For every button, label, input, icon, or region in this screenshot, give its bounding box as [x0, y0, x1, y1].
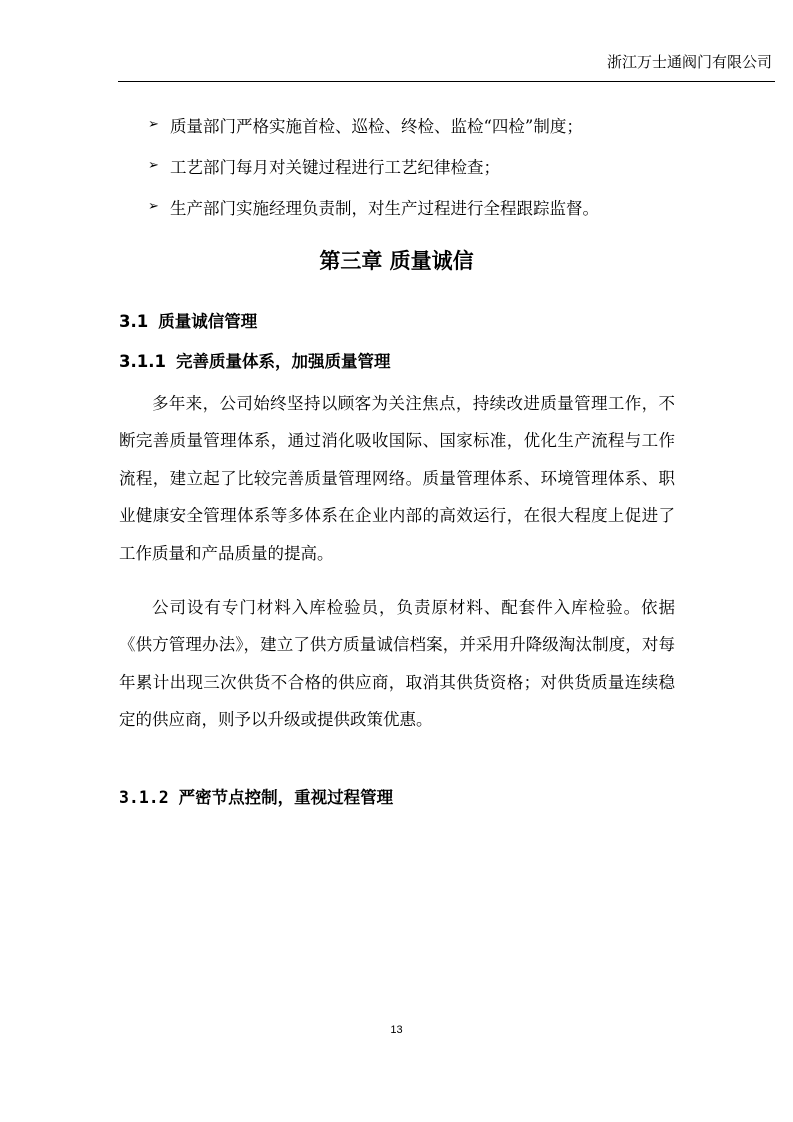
header-divider [118, 81, 775, 82]
section-number: 3.1.2 [119, 788, 169, 807]
section-title: 完善质量体系，加强质量管理 [175, 352, 391, 371]
body-paragraph: 多年来，公司始终坚持以顾客为关注焦点，持续改进质量管理工作，不断完善质量管理体系，通过消化吸收国际、国家标准，优化生产流程与工作流程，建立起了比较完善质量管理网络。质量管理体系、环境管理体系、职业健康安全管理体系等多体系在企业内部的高效运行，在很大程度上促进了工作质量和产品质量的提高。 [119, 394, 675, 563]
section-heading-3-1-2 [119, 786, 393, 810]
section-title: 质量诚信管理 [158, 312, 258, 331]
chapter-title: 第三章 质量诚信 [319, 249, 474, 273]
page-number: 13 [390, 1024, 403, 1036]
section-number: 3.1 [119, 312, 149, 331]
list-item [148, 145, 599, 186]
section-heading-3-1 [119, 310, 257, 334]
section-title: 严密节点控制，重视过程管理 [178, 788, 394, 807]
list-item [148, 104, 599, 145]
list-item [148, 186, 599, 227]
arrow-bullet-icon: ➢ [148, 117, 159, 132]
list-item-text: 生产部门实施经理负责制，对生产过程进行全程跟踪监督。 [170, 198, 599, 218]
list-item-text: 工艺部门每月对关键过程进行工艺纪律检查； [170, 157, 500, 177]
arrow-bullet-icon: ➢ [148, 158, 159, 173]
bullet-list [148, 104, 599, 227]
header-company-name: 浙江万士通阀门有限公司 [606, 53, 772, 71]
section-heading-3-1-1 [119, 350, 390, 374]
list-item-text: 质量部门严格实施首检、巡检、终检、监检“四检”制度； [170, 116, 583, 136]
body-paragraph: 公司设有专门材料入库检验员，负责原材料、配套件入库检验。依据《供方管理办法》，建立了供方质量诚信档案，并采用升降级淘汰制度，对每年累计出现三次供货不合格的供应商，取消其供货资格；对供货质量连续稳定的供应商，则予以升级或提供政策优惠。 [119, 598, 675, 730]
section-number: 3.1.1 [119, 352, 166, 371]
arrow-bullet-icon: ➢ [148, 199, 159, 214]
